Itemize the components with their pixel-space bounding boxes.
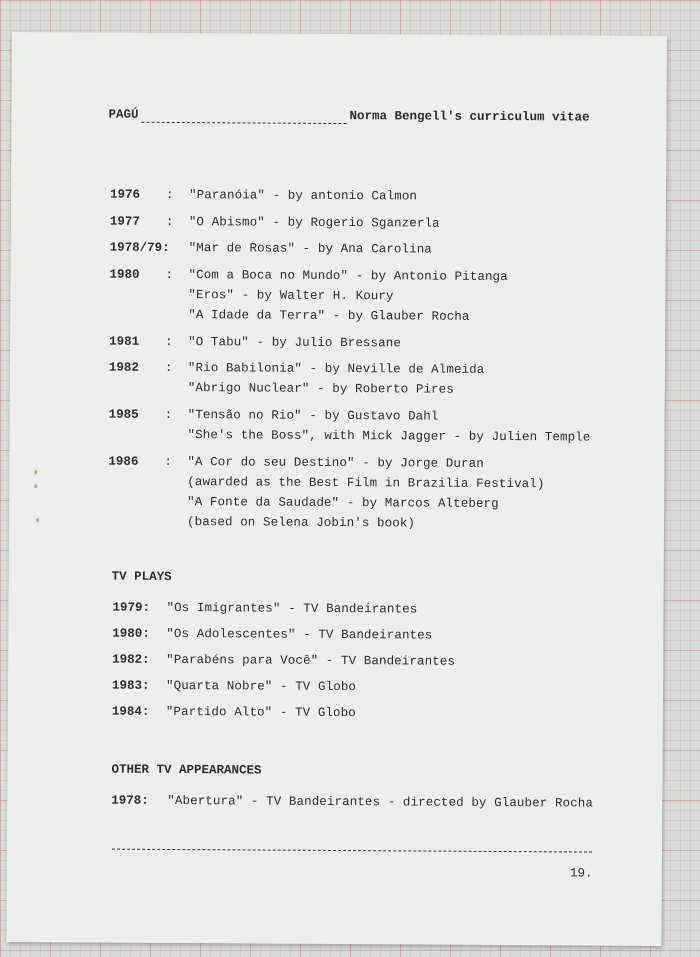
film-line: "O Abismo" - by Rogerio Sganzerla xyxy=(188,215,440,231)
film-year: 1986 xyxy=(108,454,139,469)
film-line: (based on Selena Jobin's book) xyxy=(186,515,416,531)
film-line: "A Cor do seu Destino" - by Jorge Duran xyxy=(187,455,484,471)
tv-play-title: "Quarta Nobre" - TV Globo xyxy=(165,678,357,695)
film-year: 1977 xyxy=(109,214,140,229)
film-line: "A Idade da Terra" - by Glauber Rocha xyxy=(188,308,470,324)
film-line: "Tensão no Rio" - by Gustavo Dahl xyxy=(187,408,439,424)
film-line: "Paranóia" - by antonio Calmon xyxy=(188,188,418,204)
film-line: "Com a Boca no Mundo" - by Antonio Pitanga xyxy=(188,268,508,285)
film-line: "O Tabu" - by Julio Bressane xyxy=(188,335,401,351)
tv-play-title: "Partido Alto" - TV Globo xyxy=(165,704,356,721)
tv-plays-heading: TV PLAYS xyxy=(111,569,172,584)
film-colon: : xyxy=(165,267,174,282)
tv-play-year: 1980: xyxy=(112,626,150,641)
film-colon: : xyxy=(164,407,173,422)
margin-stain xyxy=(34,484,37,488)
document-page xyxy=(6,32,667,946)
tv-play-year: 1982: xyxy=(112,652,150,667)
film-line: "Mar de Rosas" - by Ana Carolina xyxy=(188,241,432,257)
tv-play-title: "Os Adolescentes" - TV Bandeirantes xyxy=(166,626,433,643)
film-line: "Eros" - by Walter H. Koury xyxy=(188,288,394,304)
film-colon: : xyxy=(165,187,174,202)
film-year: 1985 xyxy=(108,407,139,422)
film-line: (awarded as the Best Film in Brazilia Festival) xyxy=(187,475,545,492)
film-colon: : xyxy=(164,454,172,469)
film-year: 1978/79: xyxy=(109,240,170,255)
film-line: "She's the Boss", with Mick Jagger - by Julien Temple xyxy=(187,428,591,445)
film-line: "A Fonte da Saudade" - by Marcos Alteberg xyxy=(187,495,499,511)
margin-stain xyxy=(36,518,39,522)
header-left: PAGÚ xyxy=(108,107,139,122)
film-year: 1982 xyxy=(108,360,140,375)
film-colon: : xyxy=(165,334,173,349)
page-number: 19. xyxy=(569,866,593,881)
header-dashed-rule xyxy=(141,122,346,124)
film-year: 1976 xyxy=(109,187,141,202)
film-colon: : xyxy=(165,214,174,229)
film-line: "Abrigo Nuclear" - by Roberto Pires xyxy=(187,381,454,397)
film-line: "Rio Babilonia" - by Neville de Almeida xyxy=(187,361,485,377)
tv-play-year: 1984: xyxy=(111,704,150,719)
film-year: 1981 xyxy=(109,334,140,349)
tv-play-title: "Parabéns para Você" - TV Bandeirantes xyxy=(166,652,456,669)
tv-play-year: 1979: xyxy=(112,600,151,615)
margin-stain xyxy=(34,470,37,474)
other-tv-year: 1978: xyxy=(111,793,149,808)
tv-play-title: "Os Imigrantes" - TV Bandeirantes xyxy=(166,600,418,617)
other-tv-heading: OTHER TV APPEARANCES xyxy=(111,762,262,778)
film-year: 1980 xyxy=(109,267,140,282)
header-right: Norma Bengell's curriculum vitae xyxy=(349,109,590,125)
film-colon: : xyxy=(164,360,173,375)
other-tv-title: "Abertura" - TV Bandeirantes - directed by Glauber Rocha xyxy=(167,793,594,811)
footer-dashed-rule xyxy=(112,849,592,853)
tv-play-year: 1983: xyxy=(111,678,150,693)
